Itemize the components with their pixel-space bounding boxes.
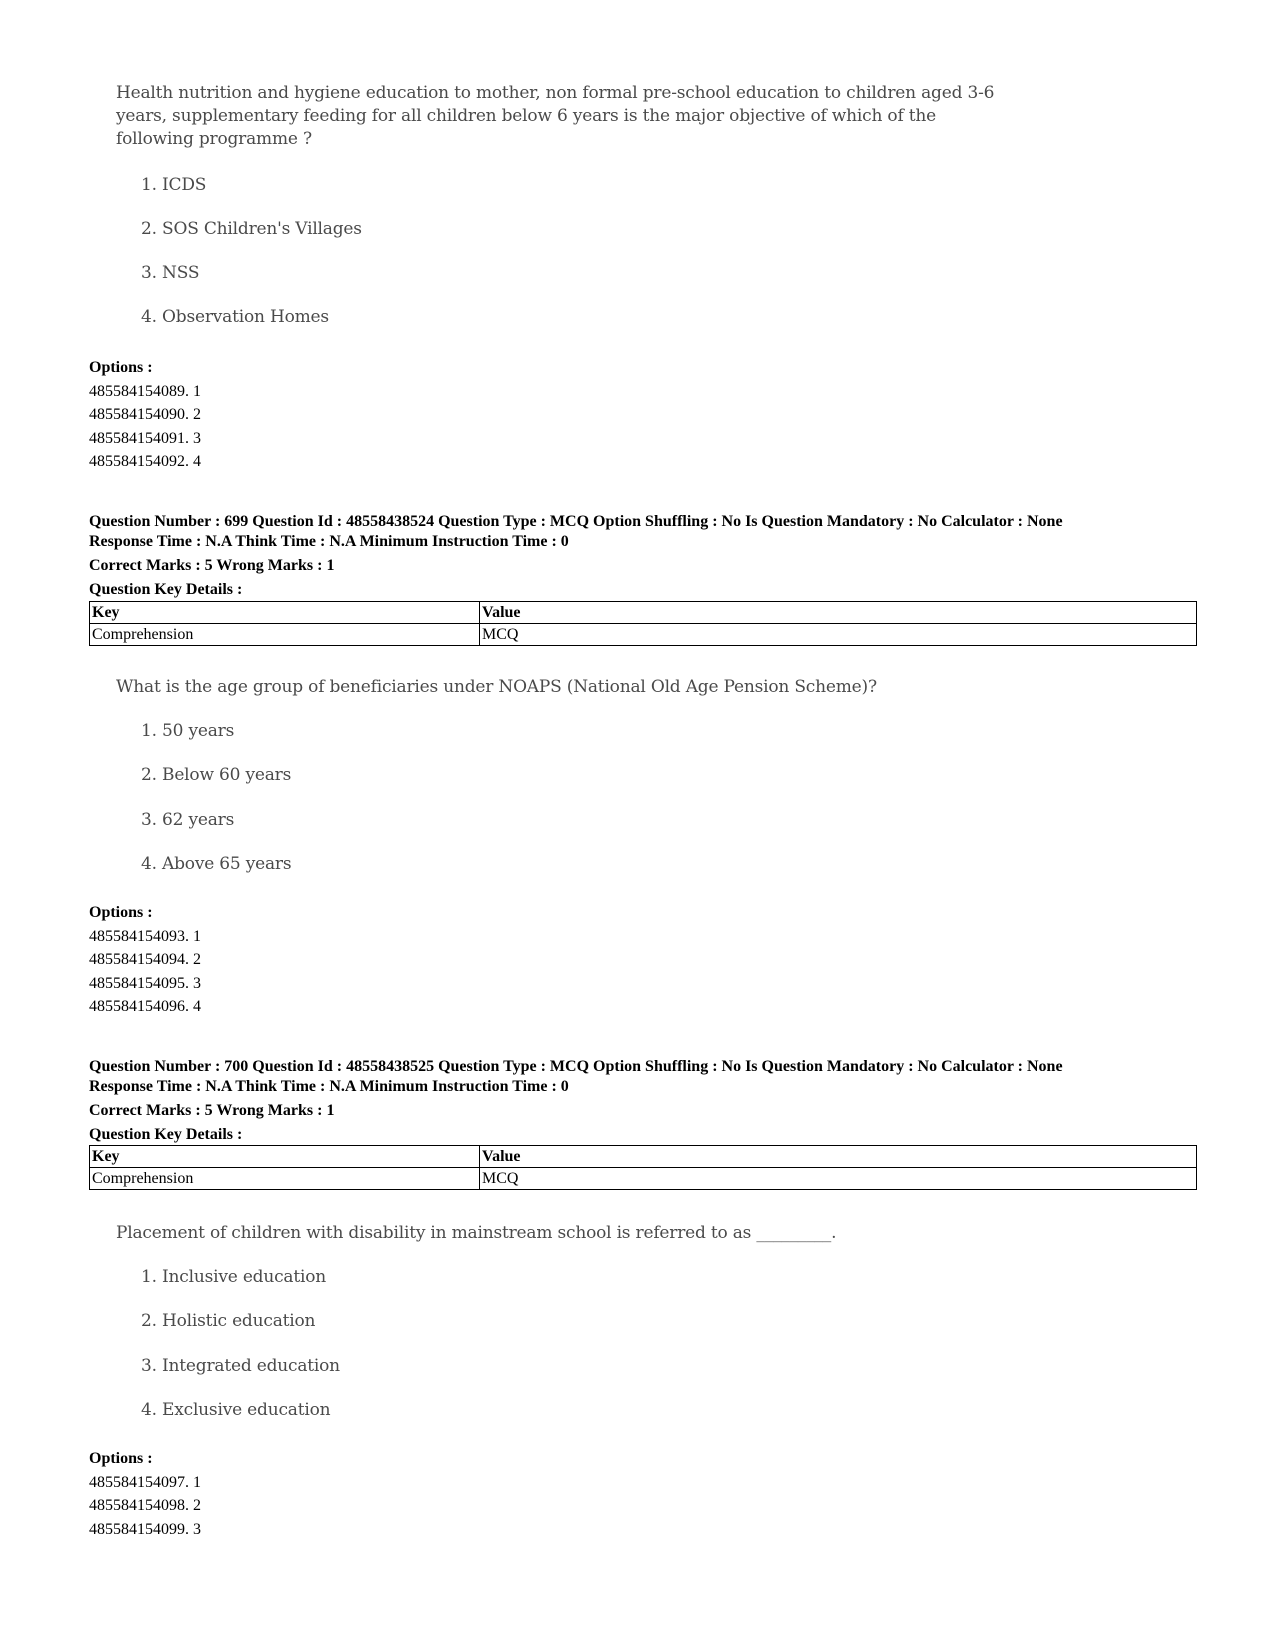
table-row [90, 1168, 1197, 1190]
option-id: 485584154099. 3 [89, 1520, 201, 1538]
header-key: Key [90, 602, 480, 624]
key-details-heading: Question Key Details : [89, 1126, 243, 1143]
options-heading: Options : [89, 904, 153, 921]
choice-2: 2. Below 60 years [141, 765, 292, 785]
option-id: 485584154094. 2 [89, 951, 201, 969]
key-details-table-700 [89, 1145, 1197, 1190]
question-meta-699 [89, 512, 1063, 600]
option-id: 485584154095. 3 [89, 974, 201, 992]
choice-4: 4. Above 65 years [141, 854, 292, 874]
marks-line: Correct Marks : 5 Wrong Marks : 1 [89, 557, 335, 574]
option-id: 485584154096. 4 [89, 998, 201, 1016]
question-meta-line: Question Number : 700 Question Id : 48558438525 Question Type : MCQ Option Shuffling : No Is Question Mandatory : No Calculator : None [89, 1058, 1063, 1075]
cell-key: Comprehension [90, 624, 480, 646]
marks-line: Correct Marks : 5 Wrong Marks : 1 [89, 1102, 335, 1119]
options-heading: Options : [89, 359, 153, 376]
question-meta-line: Response Time : N.A Think Time : N.A Minimum Instruction Time : 0 [89, 1078, 569, 1095]
question-image-698 [116, 82, 996, 327]
cell-value: MCQ [480, 1168, 1197, 1190]
question-stem: What is the age group of beneficiaries under NOAPS (National Old Age Pension Scheme)? [116, 677, 877, 697]
option-id: 485584154089. 1 [89, 382, 201, 400]
question-image-700 [116, 1222, 996, 1420]
choice-1: 1. Inclusive education [141, 1267, 327, 1287]
header-value: Value [480, 602, 1197, 624]
choice-3: 3. 62 years [141, 810, 235, 830]
key-details-table-699 [89, 601, 1197, 646]
key-details-heading: Question Key Details : [89, 581, 243, 598]
choice-4: 4. Exclusive education [141, 1400, 331, 1420]
question-meta-700 [89, 1057, 1063, 1145]
cell-key: Comprehension [90, 1168, 480, 1190]
question-stem: Health nutrition and hygiene education to mother, non formal pre-school education to children aged 3-6 years, supplementary feeding for all children below 6 years is the major objective of which of the following programme ? [116, 83, 995, 149]
option-id: 485584154098. 2 [89, 1497, 201, 1515]
choice-1: 1. 50 years [141, 721, 235, 741]
question-meta-line: Response Time : N.A Think Time : N.A Minimum Instruction Time : 0 [89, 533, 569, 550]
table-header-row [90, 1146, 1197, 1168]
choice-2: 2. SOS Children's Villages [141, 219, 362, 239]
options-list-700 [89, 1447, 201, 1541]
choice-1: 1. ICDS [141, 175, 207, 195]
option-id: 485584154091. 3 [89, 429, 201, 447]
options-list-699 [89, 901, 201, 1019]
option-id: 485584154092. 4 [89, 453, 201, 471]
question-meta-line: Question Number : 699 Question Id : 48558438524 Question Type : MCQ Option Shuffling : No Is Question Mandatory : No Calculator : None [89, 513, 1063, 530]
options-heading: Options : [89, 1450, 153, 1467]
header-key: Key [90, 1146, 480, 1168]
option-id: 485584154093. 1 [89, 927, 201, 945]
cell-value: MCQ [480, 624, 1197, 646]
choice-3: 3. NSS [141, 263, 200, 283]
option-id: 485584154090. 2 [89, 406, 201, 424]
question-stem: Placement of children with disability in mainstream school is referred to as _________. [116, 1223, 837, 1243]
option-id: 485584154097. 1 [89, 1473, 201, 1491]
options-list-698 [89, 356, 201, 474]
table-header-row [90, 602, 1197, 624]
table-row [90, 624, 1197, 646]
choice-2: 2. Holistic education [141, 1311, 316, 1331]
header-value: Value [480, 1146, 1197, 1168]
question-image-699 [116, 676, 996, 874]
choice-3: 3. Integrated education [141, 1356, 340, 1376]
choice-4: 4. Observation Homes [141, 307, 329, 327]
